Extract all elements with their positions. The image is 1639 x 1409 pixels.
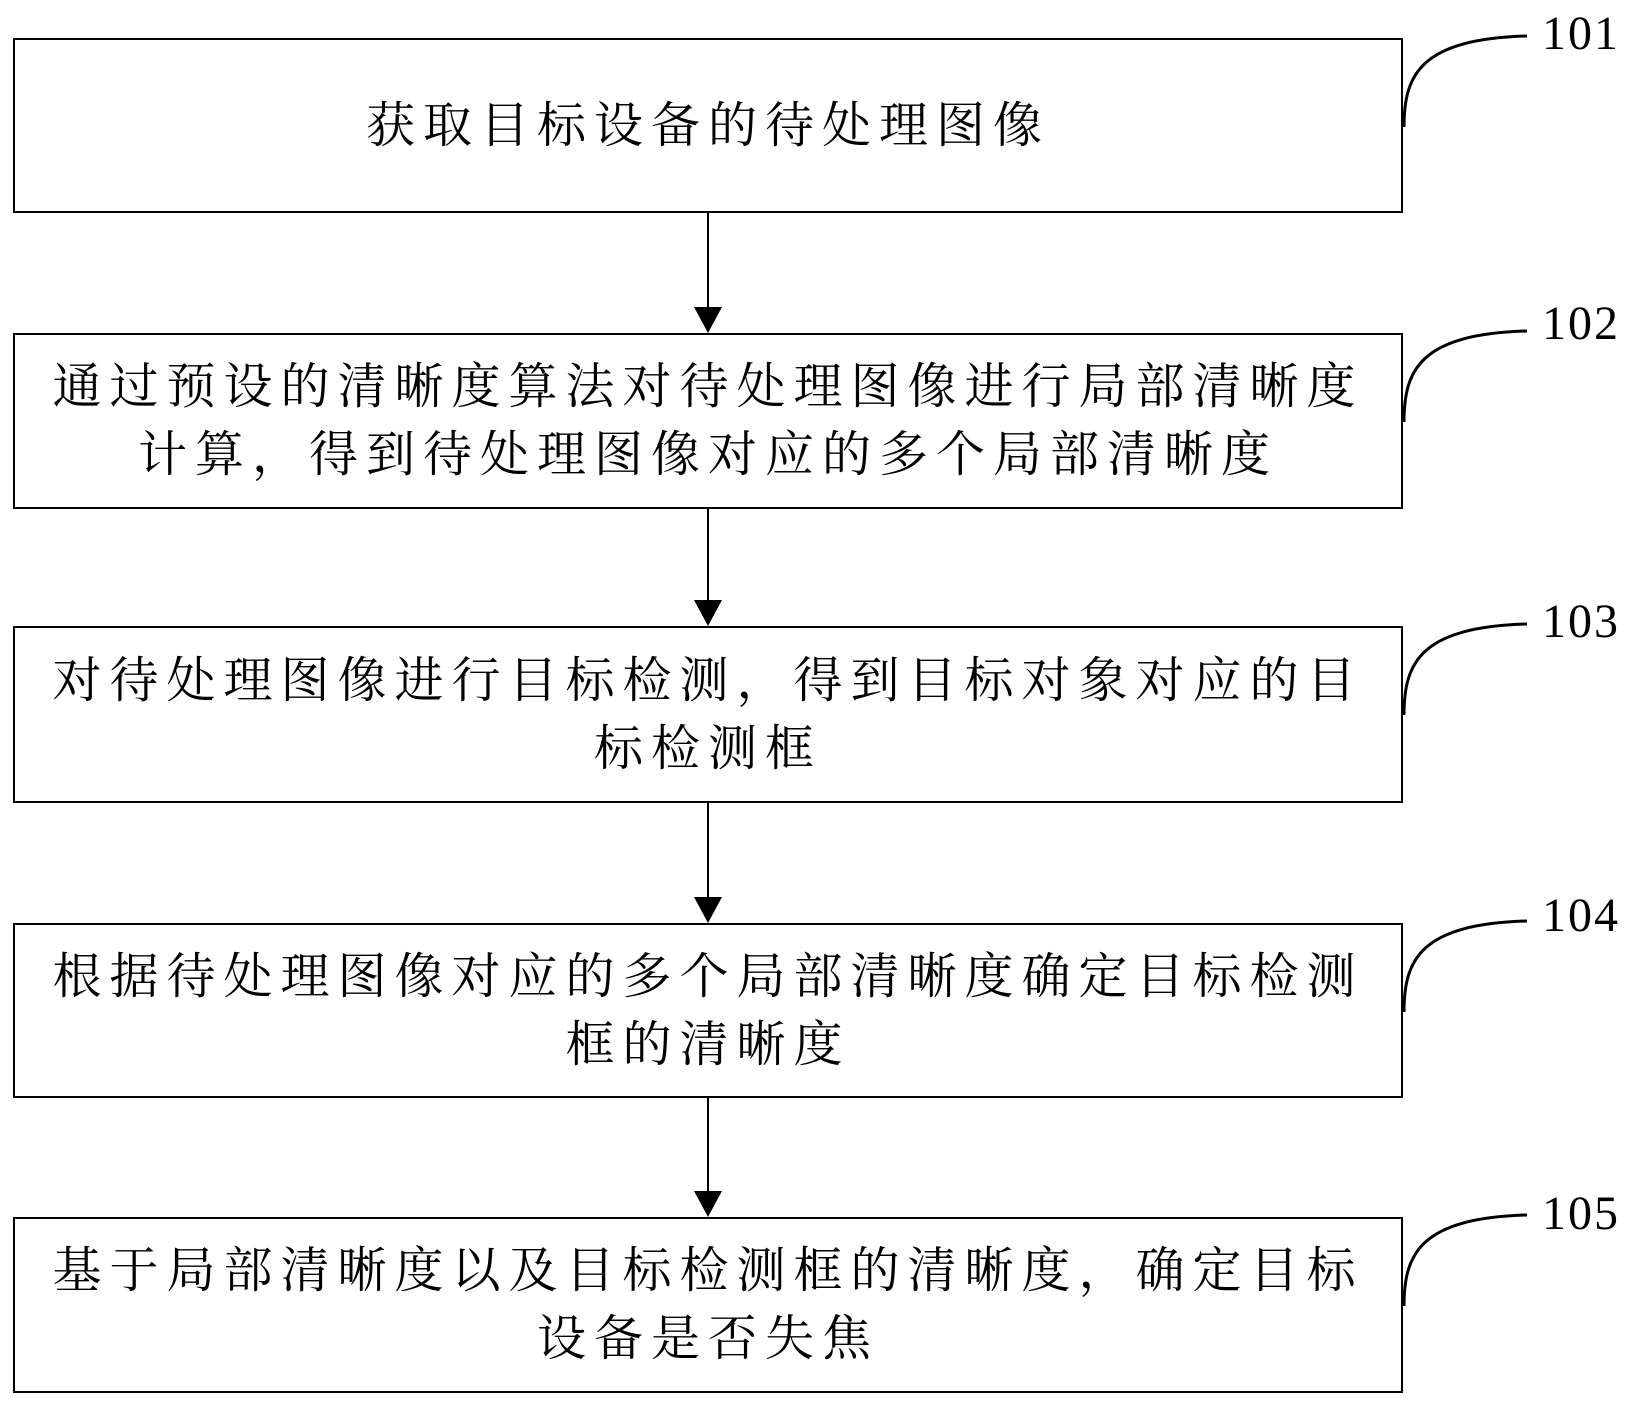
step-102-text-line-2: 计算，得到待处理图像对应的多个局部清晰度 [137, 426, 1278, 483]
ref-label-103: 103 [1542, 595, 1620, 648]
down-arrow-2 [694, 509, 722, 626]
ref-label-105: 105 [1542, 1187, 1620, 1240]
leader-curve-105 [1401, 1211, 1531, 1311]
down-arrow-4 [694, 1098, 722, 1217]
step-box-104 [13, 923, 1403, 1098]
step-105-text-line-1: 基于局部清晰度以及目标检测框的清晰度，确定目标 [52, 1242, 1364, 1299]
leader-curve-103 [1401, 620, 1531, 720]
step-105-text-line-2: 设备是否失焦 [536, 1310, 879, 1367]
step-103-text-line-2: 标检测框 [593, 719, 822, 777]
ref-label-102: 102 [1542, 297, 1620, 350]
arrow-shaft [707, 213, 709, 309]
arrow-head-icon [694, 600, 722, 626]
ref-label-101: 101 [1542, 7, 1620, 60]
step-103-text-line-1: 对待处理图像进行目标检测，得到目标对象对应的目 [52, 651, 1364, 709]
step-box-101 [13, 38, 1403, 213]
arrow-head-icon [694, 897, 722, 923]
ref-label-104: 104 [1542, 889, 1620, 942]
leader-curve-104 [1401, 917, 1531, 1017]
leader-curve-102 [1401, 327, 1531, 427]
arrow-shaft [707, 509, 709, 602]
arrow-head-icon [694, 307, 722, 333]
step-104-text-line-1: 根据待处理图像对应的多个局部清晰度确定目标检测 [52, 947, 1364, 1005]
step-box-105 [13, 1217, 1403, 1393]
step-101-text-line-1: 获取目标设备的待处理图像 [365, 96, 1050, 154]
step-box-102 [13, 333, 1403, 509]
arrow-head-icon [694, 1191, 722, 1217]
arrow-shaft [707, 803, 709, 899]
down-arrow-3 [694, 803, 722, 923]
arrow-shaft [707, 1098, 709, 1193]
step-box-103 [13, 626, 1403, 803]
step-104-text-line-2: 框的清晰度 [565, 1015, 851, 1073]
leader-curve-101 [1401, 32, 1531, 132]
down-arrow-1 [694, 213, 722, 333]
step-102-text-line-1: 通过预设的清晰度算法对待处理图像进行局部清晰度 [52, 358, 1364, 415]
